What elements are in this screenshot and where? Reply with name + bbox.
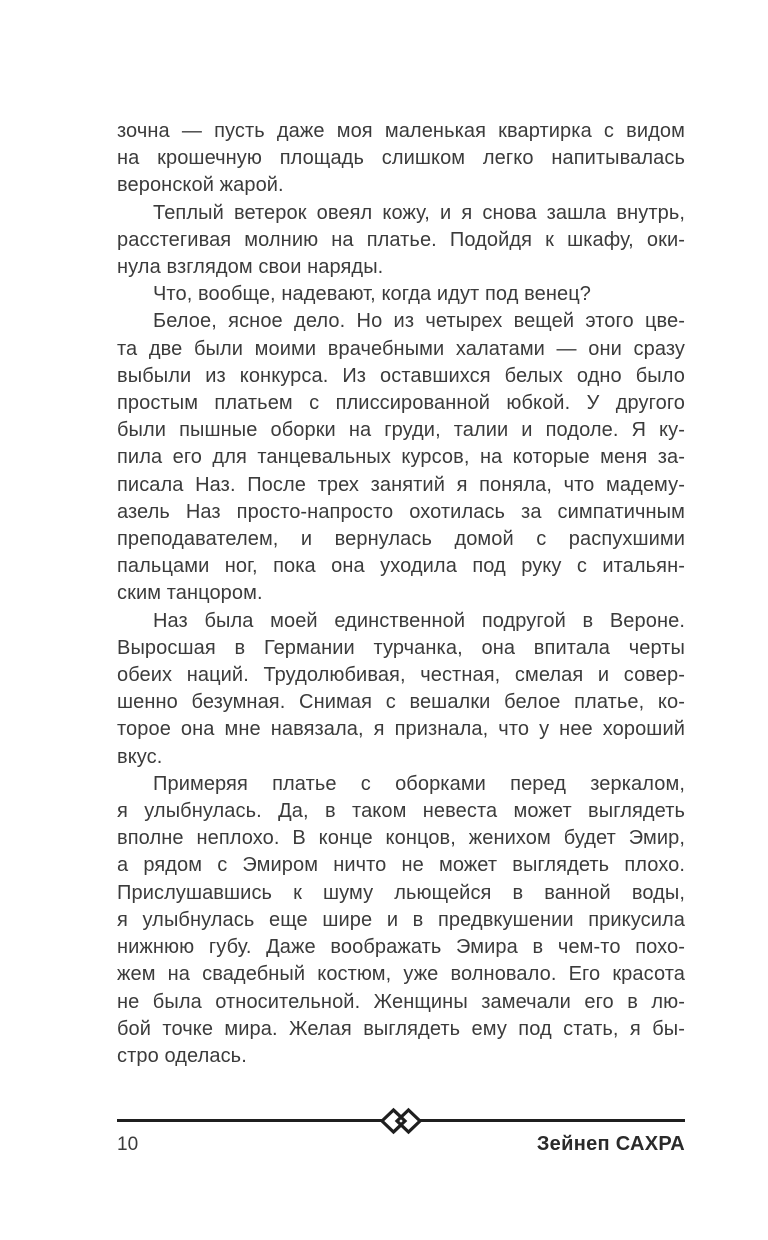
text-line: Теплый ветерок овеял кожу, и я снова зашла внутрь, [153,201,685,224]
paragraph [117,281,685,308]
page-number: 10 [117,1134,139,1155]
text-line: вкус. [117,745,163,768]
text-line: торое она мне навязала, я признала, что у нее хороший [117,718,685,741]
paragraph [117,308,685,607]
text-line: та две были моими врачебными халатами — они сразу [117,337,685,360]
text-line: нижнюю губу. Даже воображать Эмира в чем-то похо- [117,936,685,959]
text-line: были пышные оборки на груди, талии и подоле. Я ку- [117,419,685,442]
paragraph [117,118,685,200]
text-line: шенно безумная. Снимая с вешалки белое платье, ко- [117,691,685,714]
paragraph [117,608,685,771]
text-line: на крошечную площадь слишком легко напитывалась [117,147,685,170]
text-line: я улыбнулась еще шире и в предвкушении прикусила [117,908,685,931]
text-line: Что, вообще, надевают, когда идут под венец? [153,283,591,306]
text-line: не была относительной. Женщины замечали его в лю- [117,990,685,1013]
text-line: я улыбнулась. Да, в таком невеста может выглядеть [117,800,685,823]
text-line: Выросшая в Германии турчанка, она впитала черты [117,636,685,659]
paragraph [117,200,685,282]
text-block [117,118,685,1070]
text-line: обеих наций. Трудолюбивая, честная, смелая и совер- [117,664,685,687]
text-line: выбыли из конкурса. Из оставшихся белых одно было [117,364,685,387]
text-line: писала Наз. После трех занятий я поняла, что мадему- [117,473,685,496]
double-diamond-ornament-icon [377,1106,425,1136]
text-line: расстегивая молнию на платье. Подойдя к шкафу, оки- [117,228,685,251]
text-line: преподавателем, и вернулась домой с распухшими [117,528,685,551]
text-line: стро оделась. [117,1044,247,1067]
text-line: простым платьем с плиссированной юбкой. У другого [117,392,685,415]
text-line: Прислушавшись к шуму льющейся в ванной воды, [117,881,685,904]
author-name: Зейнеп САХРА [536,1133,685,1155]
footer [117,1133,685,1156]
text-line: вполне неплохо. В конце концов, женихом будет Эмир, [117,827,685,850]
text-line: пальцами ног, пока она уходила под руку с итальян- [117,555,685,578]
text-line: веронской жарой. [117,174,284,197]
text-line: а рядом с Эмиром ничто не может выглядеть плохо. [117,854,685,877]
text-line: пила его для танцевальных курсов, на которые меня за- [117,446,685,469]
text-line: Наз была моей единственной подругой в Вероне. [153,609,685,632]
text-line: нула взглядом свои наряды. [117,256,384,279]
text-line: зочна — пусть даже моя маленькая квартирка с видом [117,120,685,142]
text-line: Примеряя платье с оборками перед зеркалом, [153,772,685,795]
text-line: жем на свадебный костюм, уже волновало. Его красота [117,963,685,986]
text-line: азель Наз просто-напросто охотилась за симпатичным [117,500,685,523]
paragraph [117,771,685,1070]
text-line: ским танцором. [117,582,263,605]
text-line: бой точке мира. Желая выглядеть ему под стать, я бы- [117,1017,685,1040]
text-line: Белое, ясное дело. Но из четырех вещей этого цве- [153,310,685,333]
